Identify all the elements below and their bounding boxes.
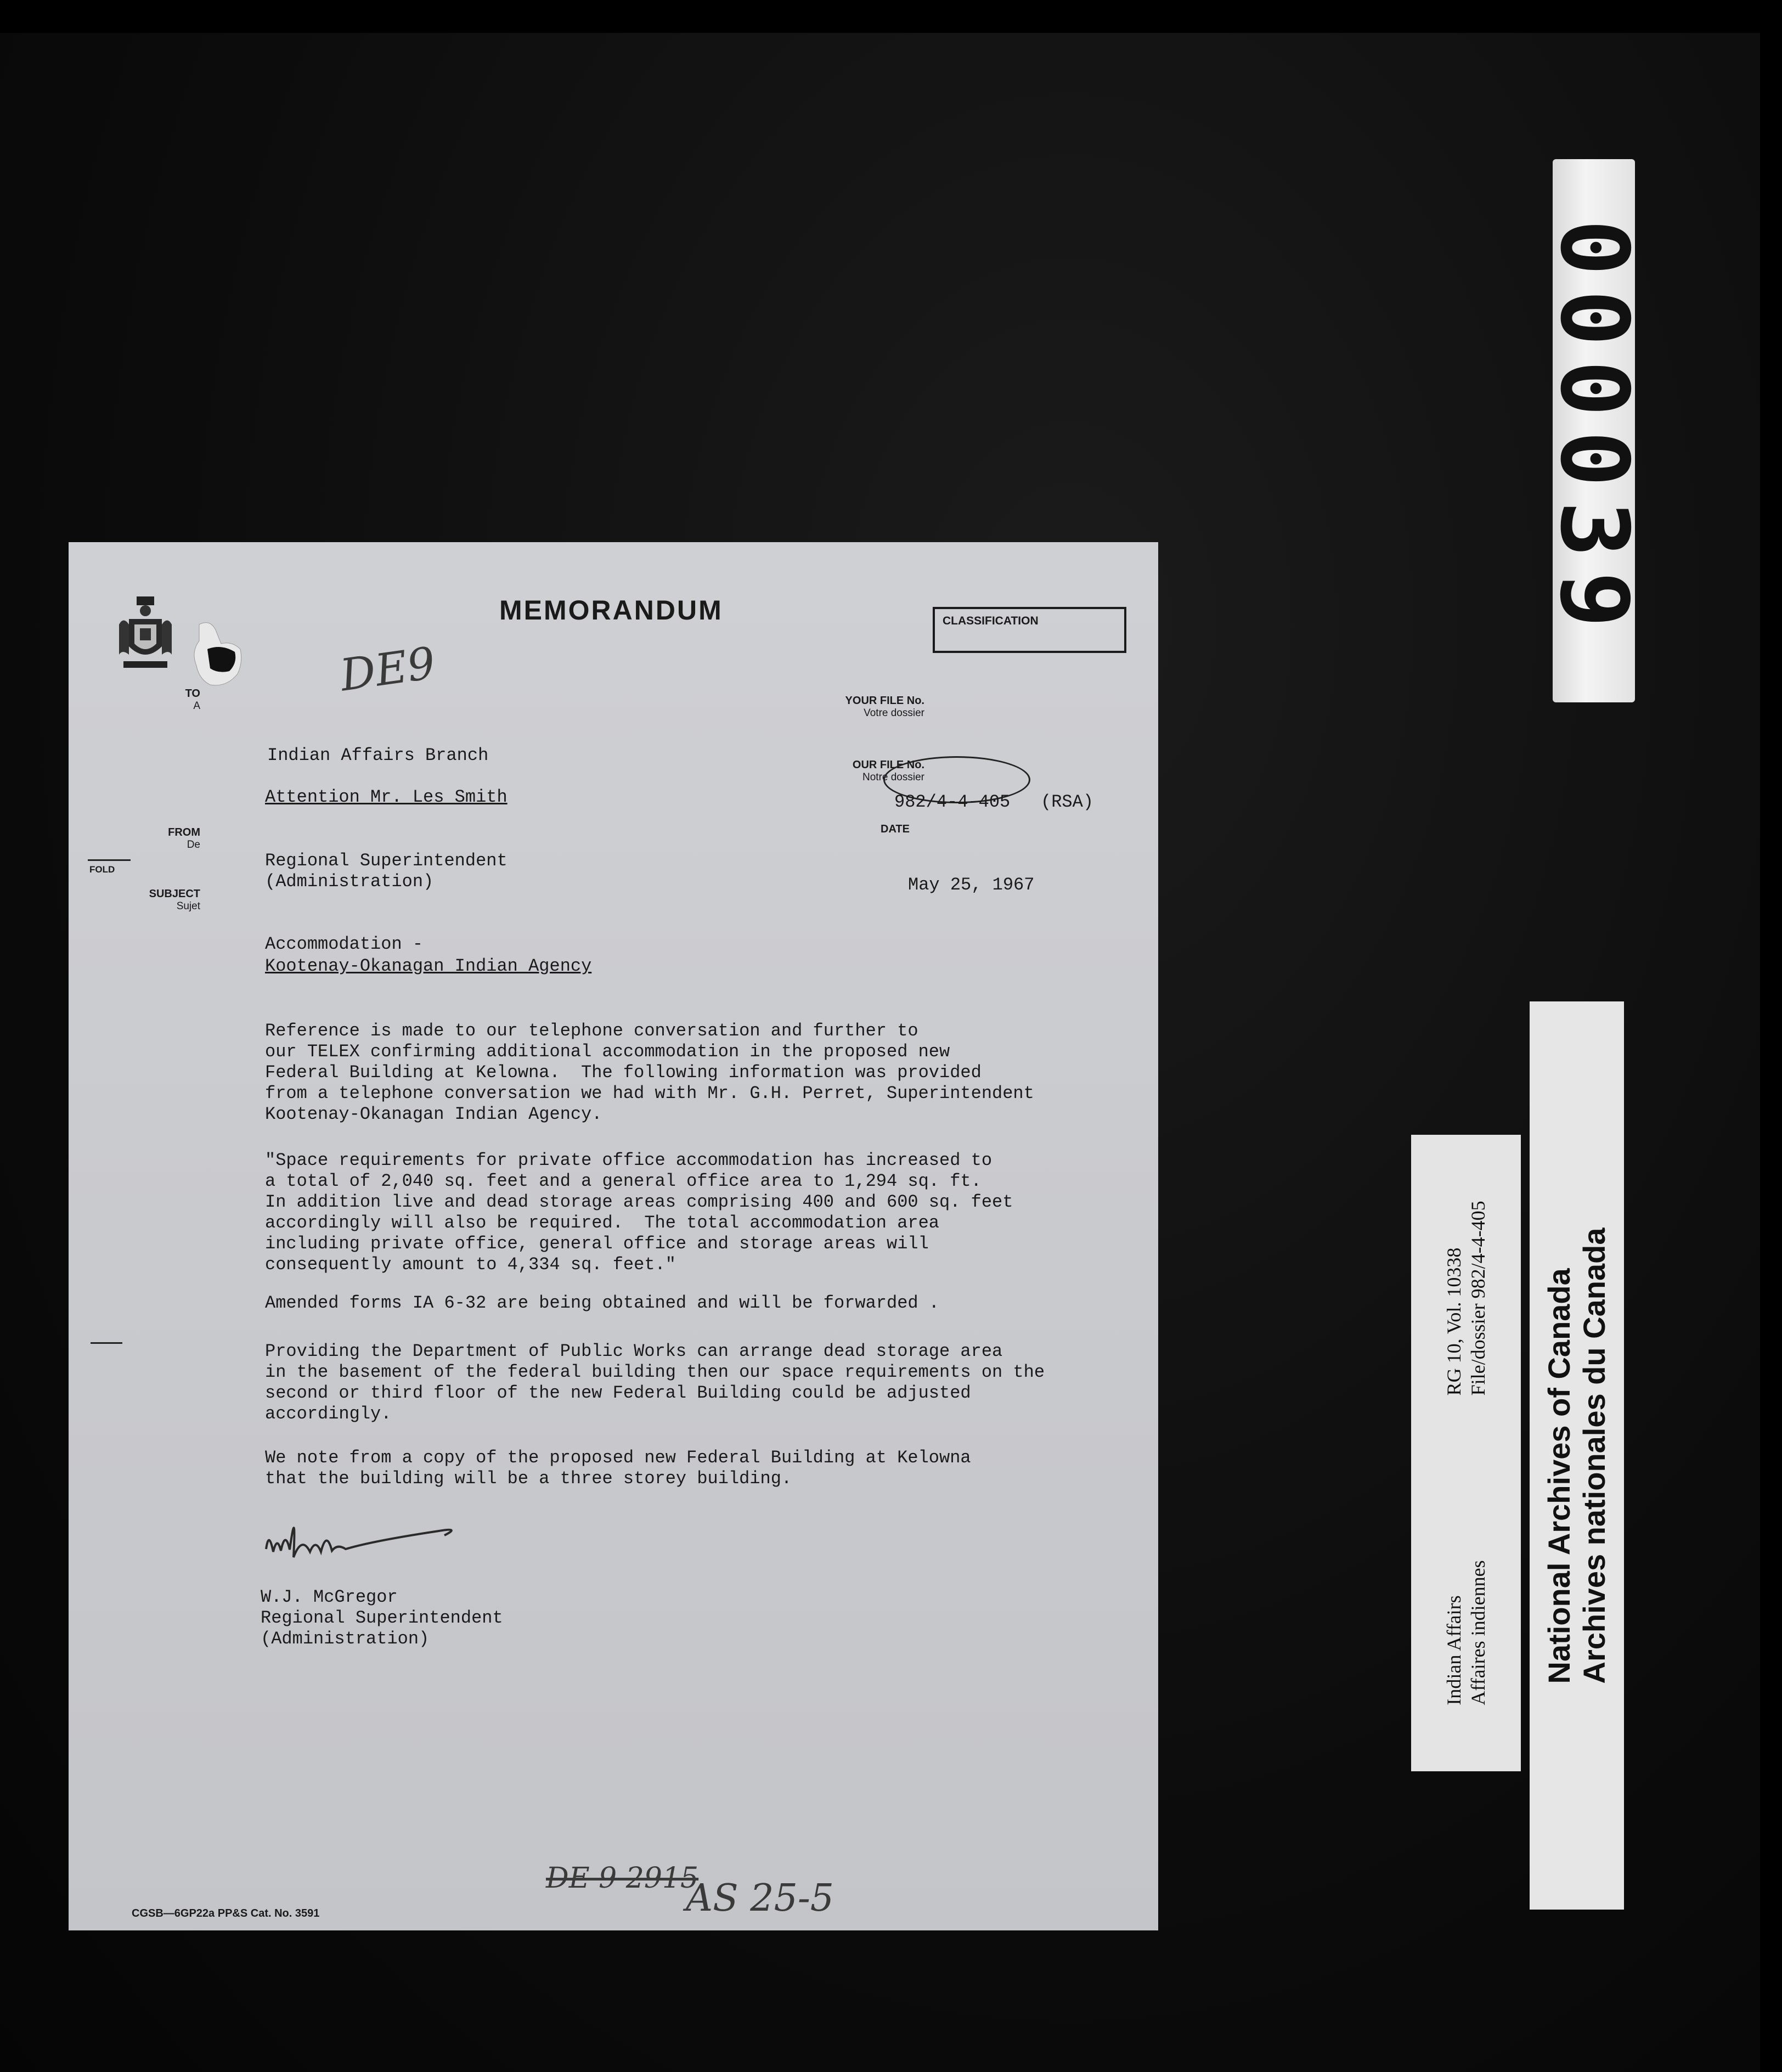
our-file-suffix: (RSA): [1041, 792, 1094, 812]
memo-title: MEMORANDUM: [499, 595, 723, 626]
archives-label: [1530, 1001, 1624, 1910]
our-file-label-en: OUR FILE No.: [852, 759, 924, 771]
signer-name: W.J. McGregor: [261, 1587, 398, 1607]
from-line-1: Regional Superintendent: [265, 851, 507, 871]
to-line-1: Indian Affairs Branch: [267, 745, 489, 765]
film-right-edge: [1760, 0, 1782, 2072]
signer-title-1: Regional Superintendent: [261, 1608, 503, 1628]
date-label: DATE: [881, 823, 910, 835]
ref-volume: RG 10, Vol. 10338: [1443, 1247, 1465, 1396]
to-label-fr: A: [193, 700, 200, 712]
from-line-2: (Administration): [265, 871, 434, 892]
body-paragraph-5: We note from a copy of the proposed new Federal Building at Kelowna that the building will be a three storey building.: [265, 1448, 971, 1489]
our-file-value: 982/4-4-405: [894, 792, 1011, 812]
handwritten-signature: [263, 1497, 527, 1579]
from-label-en: FROM: [168, 826, 200, 838]
institution-fr: Archives nationales du Canada: [1577, 1228, 1611, 1684]
subject-label: [145, 888, 200, 913]
subject-line-2: Kootenay-Okanagan Indian Agency: [265, 956, 592, 976]
fold-line: [88, 859, 131, 861]
handwritten-initials-date: AS 25-5: [686, 1877, 834, 1920]
body-paragraph-3: Amended forms IA 6-32 are being obtained and will be forwarded .: [265, 1293, 939, 1313]
fold-label: FOLD: [89, 864, 115, 875]
frame-number: 000039: [1539, 219, 1648, 643]
subject-label-en: SUBJECT: [149, 888, 200, 900]
memo-page: [69, 542, 1158, 1930]
your-file-label-fr: Votre dossier: [864, 707, 924, 719]
department-label-text: [1442, 1201, 1490, 1705]
dept-en: Indian Affairs: [1443, 1595, 1465, 1705]
archives-label-text: [1542, 1228, 1612, 1684]
signer-title-2: (Administration): [261, 1629, 430, 1649]
form-number: CGSB—6GP22a PP&S Cat. No. 3591: [132, 1907, 320, 1919]
handwritten-code: DE9: [337, 637, 439, 701]
institution-en: National Archives of Canada: [1542, 1268, 1576, 1684]
to-label-en: TO: [185, 688, 200, 700]
ref-file: File/dossier 982/4-4-405: [1467, 1201, 1489, 1396]
frame-number-strip: [1539, 159, 1648, 702]
from-label-fr: De: [187, 839, 200, 851]
classification-label: CLASSIFICATION: [943, 615, 1039, 627]
from-label: [151, 826, 200, 851]
film-top-edge: [0, 0, 1782, 33]
body-paragraph-2: "Space requirements for private office accommodation has increased to a total of 2,040 sq. feet and a general office area to 1,294 sq. ft. In addition live and dead storage areas comprising 400 and 600 sq. feet accordingly will also be required. The total accommodation area including private office, general office and storage areas will consequently amount to 4,334 sq. feet.": [265, 1150, 1013, 1275]
to-label: [156, 688, 200, 712]
ink-blot-icon: [188, 619, 246, 690]
margin-dash: [91, 1342, 122, 1344]
subject-line-1: Accommodation -: [265, 934, 424, 954]
our-file-label-fr: Notre dossier: [862, 772, 924, 783]
subject-label-fr: Sujet: [176, 900, 200, 912]
your-file-label: [815, 695, 924, 719]
to-line-2: Attention Mr. Les Smith: [265, 787, 507, 807]
department-label: [1411, 1135, 1521, 1771]
dept-fr: Affaires indiennes: [1467, 1560, 1489, 1705]
date-value: May 25, 1967: [908, 875, 1035, 895]
coat-of-arms-icon: [112, 594, 178, 677]
classification-box: [933, 607, 1126, 653]
body-paragraph-1: Reference is made to our telephone conversation and further to our TELEX confirming additional accommodation in the proposed new Federal Building at Kelowna. The following information was provided from a telephone conversation we had with Mr. G.H. Perret, Superintendent Kootenay-Okanagan Indian Agency.: [265, 1021, 1034, 1124]
handwritten-struck-note: DE 9 2915: [546, 1862, 699, 1895]
your-file-label-en: YOUR FILE No.: [845, 695, 924, 707]
body-paragraph-4: Providing the Department of Public Works can arrange dead storage area in the basement of the federal building then our space requirements on the second or third floor of the new Federal Building could be adjusted accordingly.: [265, 1341, 1045, 1424]
